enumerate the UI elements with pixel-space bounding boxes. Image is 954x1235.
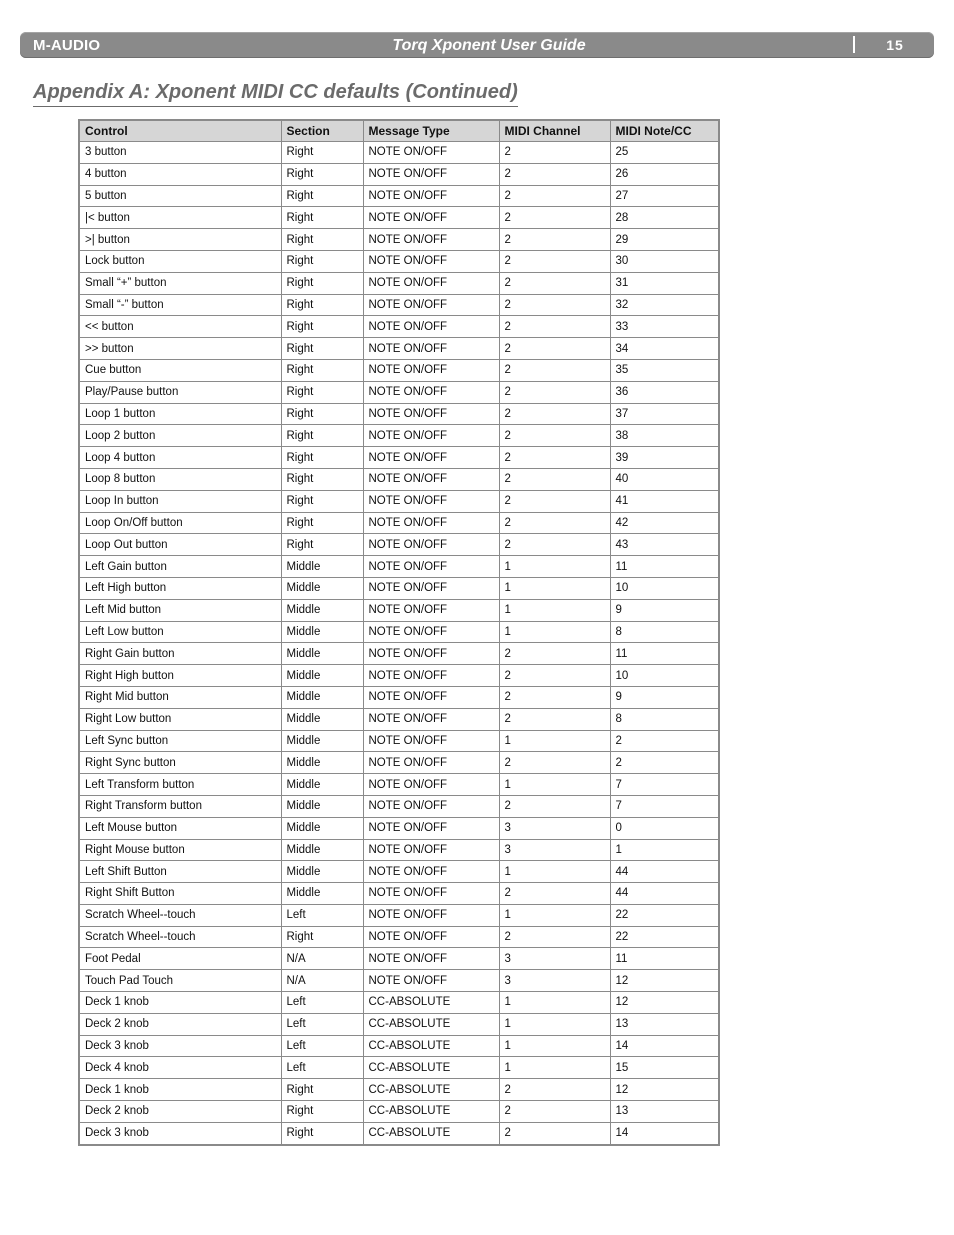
cell-message-type: NOTE ON/OFF xyxy=(363,229,499,251)
cell-control: Foot Pedal xyxy=(79,948,281,970)
header-divider xyxy=(853,36,855,53)
cell-midi-note-cc: 2 xyxy=(610,730,719,752)
table-row xyxy=(79,904,719,926)
cell-midi-note-cc: 7 xyxy=(610,774,719,796)
cell-message-type: CC-ABSOLUTE xyxy=(363,1057,499,1079)
cell-section: Middle xyxy=(281,839,363,861)
cell-section: Right xyxy=(281,512,363,534)
cell-message-type: NOTE ON/OFF xyxy=(363,861,499,883)
cell-control: Deck 3 knob xyxy=(79,1122,281,1144)
cell-section: Left xyxy=(281,992,363,1014)
table-row xyxy=(79,752,719,774)
table-row xyxy=(79,665,719,687)
table-row xyxy=(79,643,719,665)
table-row xyxy=(79,1057,719,1079)
cell-message-type: NOTE ON/OFF xyxy=(363,359,499,381)
cell-message-type: NOTE ON/OFF xyxy=(363,468,499,490)
cell-control: >| button xyxy=(79,229,281,251)
cell-midi-note-cc: 28 xyxy=(610,207,719,229)
cell-control: Left Gain button xyxy=(79,556,281,578)
cell-midi-channel: 2 xyxy=(499,381,610,403)
cell-midi-note-cc: 12 xyxy=(610,992,719,1014)
column-header-section: Section xyxy=(281,120,363,142)
table-row xyxy=(79,468,719,490)
cell-control: Deck 1 knob xyxy=(79,1079,281,1101)
cell-control: Right Gain button xyxy=(79,643,281,665)
cell-message-type: NOTE ON/OFF xyxy=(363,338,499,360)
cell-section: Right xyxy=(281,229,363,251)
cell-midi-note-cc: 15 xyxy=(610,1057,719,1079)
cell-midi-channel: 2 xyxy=(499,229,610,251)
cell-section: Middle xyxy=(281,686,363,708)
cell-midi-channel: 1 xyxy=(499,992,610,1014)
cell-midi-note-cc: 13 xyxy=(610,1101,719,1123)
cell-midi-channel: 3 xyxy=(499,970,610,992)
table-row xyxy=(79,948,719,970)
cell-message-type: NOTE ON/OFF xyxy=(363,839,499,861)
cell-control: Scratch Wheel--touch xyxy=(79,926,281,948)
cell-midi-channel: 2 xyxy=(499,512,610,534)
cell-midi-channel: 1 xyxy=(499,904,610,926)
cell-midi-note-cc: 35 xyxy=(610,359,719,381)
cell-midi-channel: 2 xyxy=(499,490,610,512)
cell-midi-note-cc: 38 xyxy=(610,425,719,447)
cell-message-type: NOTE ON/OFF xyxy=(363,643,499,665)
table-row xyxy=(79,229,719,251)
cell-section: Right xyxy=(281,926,363,948)
table-row xyxy=(79,926,719,948)
cell-section: Middle xyxy=(281,577,363,599)
cell-midi-note-cc: 10 xyxy=(610,577,719,599)
cell-control: |< button xyxy=(79,207,281,229)
cell-control: Left Mouse button xyxy=(79,817,281,839)
table-row xyxy=(79,185,719,207)
cell-control: Scratch Wheel--touch xyxy=(79,904,281,926)
table-row xyxy=(79,883,719,905)
cell-midi-channel: 1 xyxy=(499,577,610,599)
cell-control: Loop Out button xyxy=(79,534,281,556)
cell-message-type: NOTE ON/OFF xyxy=(363,948,499,970)
cell-midi-channel: 2 xyxy=(499,468,610,490)
cell-section: Middle xyxy=(281,643,363,665)
cell-midi-note-cc: 8 xyxy=(610,621,719,643)
cell-message-type: NOTE ON/OFF xyxy=(363,621,499,643)
cell-midi-note-cc: 1 xyxy=(610,839,719,861)
cell-midi-channel: 1 xyxy=(499,599,610,621)
cell-section: Right xyxy=(281,468,363,490)
table-row xyxy=(79,425,719,447)
cell-message-type: NOTE ON/OFF xyxy=(363,163,499,185)
table-row xyxy=(79,534,719,556)
cell-control: 3 button xyxy=(79,142,281,164)
cell-control: Deck 4 knob xyxy=(79,1057,281,1079)
table-row xyxy=(79,1101,719,1123)
section-heading: Appendix A: Xponent MIDI CC defaults (Continued) xyxy=(33,79,518,107)
table-row xyxy=(79,381,719,403)
cell-midi-note-cc: 11 xyxy=(610,643,719,665)
cell-control: Left Sync button xyxy=(79,730,281,752)
cell-section: Right xyxy=(281,185,363,207)
table-row xyxy=(79,556,719,578)
cell-control: Left Mid button xyxy=(79,599,281,621)
cell-section: Right xyxy=(281,425,363,447)
cell-message-type: NOTE ON/OFF xyxy=(363,250,499,272)
cell-section: Left xyxy=(281,904,363,926)
cell-section: Right xyxy=(281,142,363,164)
cell-midi-channel: 2 xyxy=(499,686,610,708)
page-header xyxy=(20,32,934,58)
cell-control: Cue button xyxy=(79,359,281,381)
midi-cc-table xyxy=(78,119,720,1146)
cell-section: Middle xyxy=(281,861,363,883)
cell-midi-channel: 2 xyxy=(499,425,610,447)
table-row xyxy=(79,163,719,185)
cell-section: Right xyxy=(281,1122,363,1144)
cell-message-type: CC-ABSOLUTE xyxy=(363,1035,499,1057)
cell-section: Middle xyxy=(281,730,363,752)
cell-message-type: CC-ABSOLUTE xyxy=(363,1013,499,1035)
cell-control: Right Sync button xyxy=(79,752,281,774)
cell-midi-channel: 2 xyxy=(499,795,610,817)
column-header-message-type: Message Type xyxy=(363,120,499,142)
cell-message-type: NOTE ON/OFF xyxy=(363,577,499,599)
cell-message-type: CC-ABSOLUTE xyxy=(363,1101,499,1123)
cell-message-type: NOTE ON/OFF xyxy=(363,447,499,469)
cell-message-type: NOTE ON/OFF xyxy=(363,686,499,708)
cell-control: Small “+” button xyxy=(79,272,281,294)
cell-section: Right xyxy=(281,1101,363,1123)
table-row xyxy=(79,1122,719,1144)
cell-midi-channel: 2 xyxy=(499,403,610,425)
cell-control: Left High button xyxy=(79,577,281,599)
cell-midi-channel: 2 xyxy=(499,142,610,164)
cell-midi-note-cc: 43 xyxy=(610,534,719,556)
cell-message-type: NOTE ON/OFF xyxy=(363,665,499,687)
table-row xyxy=(79,1013,719,1035)
cell-control: Small “-” button xyxy=(79,294,281,316)
cell-message-type: NOTE ON/OFF xyxy=(363,381,499,403)
cell-message-type: NOTE ON/OFF xyxy=(363,817,499,839)
cell-message-type: NOTE ON/OFF xyxy=(363,599,499,621)
cell-control: Loop 1 button xyxy=(79,403,281,425)
cell-message-type: NOTE ON/OFF xyxy=(363,795,499,817)
cell-message-type: NOTE ON/OFF xyxy=(363,403,499,425)
cell-midi-channel: 1 xyxy=(499,861,610,883)
cell-message-type: NOTE ON/OFF xyxy=(363,512,499,534)
table-row xyxy=(79,599,719,621)
cell-midi-channel: 2 xyxy=(499,207,610,229)
table-row xyxy=(79,577,719,599)
cell-midi-channel: 1 xyxy=(499,1057,610,1079)
cell-control: 4 button xyxy=(79,163,281,185)
cell-midi-channel: 2 xyxy=(499,1122,610,1144)
cell-message-type: CC-ABSOLUTE xyxy=(363,1079,499,1101)
cell-control: Deck 1 knob xyxy=(79,992,281,1014)
table-row xyxy=(79,1079,719,1101)
table-row xyxy=(79,142,719,164)
cell-message-type: NOTE ON/OFF xyxy=(363,774,499,796)
cell-control: Left Transform button xyxy=(79,774,281,796)
cell-section: Right xyxy=(281,1079,363,1101)
table-row xyxy=(79,686,719,708)
page-number: 15 xyxy=(886,37,904,53)
cell-section: Right xyxy=(281,381,363,403)
cell-midi-note-cc: 12 xyxy=(610,970,719,992)
cell-midi-note-cc: 2 xyxy=(610,752,719,774)
table-row xyxy=(79,207,719,229)
cell-message-type: CC-ABSOLUTE xyxy=(363,1122,499,1144)
cell-midi-channel: 3 xyxy=(499,839,610,861)
cell-midi-note-cc: 9 xyxy=(610,686,719,708)
cell-section: Middle xyxy=(281,883,363,905)
cell-section: Middle xyxy=(281,708,363,730)
cell-message-type: NOTE ON/OFF xyxy=(363,970,499,992)
cell-midi-note-cc: 9 xyxy=(610,599,719,621)
table-row xyxy=(79,250,719,272)
cell-message-type: NOTE ON/OFF xyxy=(363,207,499,229)
cell-section: N/A xyxy=(281,948,363,970)
cell-control: >> button xyxy=(79,338,281,360)
cell-section: Middle xyxy=(281,556,363,578)
cell-section: Right xyxy=(281,316,363,338)
cell-section: Middle xyxy=(281,665,363,687)
cell-message-type: NOTE ON/OFF xyxy=(363,904,499,926)
table-header-row xyxy=(79,120,719,142)
cell-control: Right Transform button xyxy=(79,795,281,817)
cell-midi-note-cc: 11 xyxy=(610,948,719,970)
cell-midi-channel: 1 xyxy=(499,774,610,796)
cell-control: Deck 3 knob xyxy=(79,1035,281,1057)
cell-control: Right Mouse button xyxy=(79,839,281,861)
cell-section: Middle xyxy=(281,774,363,796)
table-row xyxy=(79,447,719,469)
cell-midi-note-cc: 8 xyxy=(610,708,719,730)
cell-midi-channel: 2 xyxy=(499,272,610,294)
column-header-control: Control xyxy=(79,120,281,142)
cell-section: Right xyxy=(281,534,363,556)
cell-message-type: NOTE ON/OFF xyxy=(363,752,499,774)
cell-control: Loop 2 button xyxy=(79,425,281,447)
cell-midi-channel: 2 xyxy=(499,250,610,272)
cell-midi-channel: 2 xyxy=(499,926,610,948)
cell-control: Loop In button xyxy=(79,490,281,512)
cell-section: Left xyxy=(281,1013,363,1035)
cell-message-type: NOTE ON/OFF xyxy=(363,708,499,730)
cell-control: Right Shift Button xyxy=(79,883,281,905)
cell-midi-note-cc: 44 xyxy=(610,883,719,905)
cell-midi-channel: 1 xyxy=(499,730,610,752)
cell-midi-note-cc: 13 xyxy=(610,1013,719,1035)
cell-midi-note-cc: 32 xyxy=(610,294,719,316)
cell-midi-note-cc: 10 xyxy=(610,665,719,687)
cell-midi-note-cc: 40 xyxy=(610,468,719,490)
cell-message-type: NOTE ON/OFF xyxy=(363,556,499,578)
cell-midi-note-cc: 30 xyxy=(610,250,719,272)
cell-message-type: CC-ABSOLUTE xyxy=(363,992,499,1014)
cell-midi-note-cc: 7 xyxy=(610,795,719,817)
cell-midi-channel: 2 xyxy=(499,359,610,381)
cell-section: Right xyxy=(281,272,363,294)
cell-midi-note-cc: 33 xyxy=(610,316,719,338)
cell-section: Left xyxy=(281,1057,363,1079)
cell-midi-channel: 1 xyxy=(499,556,610,578)
cell-midi-note-cc: 22 xyxy=(610,904,719,926)
cell-midi-note-cc: 0 xyxy=(610,817,719,839)
cell-section: Middle xyxy=(281,599,363,621)
table-row xyxy=(79,621,719,643)
cell-section: Right xyxy=(281,447,363,469)
cell-message-type: NOTE ON/OFF xyxy=(363,534,499,556)
cell-midi-note-cc: 22 xyxy=(610,926,719,948)
table-row xyxy=(79,730,719,752)
table-row xyxy=(79,839,719,861)
cell-control: Loop On/Off button xyxy=(79,512,281,534)
table-row xyxy=(79,861,719,883)
cell-midi-channel: 3 xyxy=(499,948,610,970)
cell-message-type: NOTE ON/OFF xyxy=(363,730,499,752)
cell-midi-note-cc: 27 xyxy=(610,185,719,207)
cell-midi-channel: 2 xyxy=(499,752,610,774)
cell-midi-note-cc: 29 xyxy=(610,229,719,251)
table-row xyxy=(79,272,719,294)
cell-section: Right xyxy=(281,207,363,229)
cell-midi-note-cc: 11 xyxy=(610,556,719,578)
cell-control: Touch Pad Touch xyxy=(79,970,281,992)
table-row xyxy=(79,1035,719,1057)
cell-section: Middle xyxy=(281,795,363,817)
cell-control: Loop 8 button xyxy=(79,468,281,490)
cell-midi-note-cc: 39 xyxy=(610,447,719,469)
guide-title: Torq Xponent User Guide xyxy=(392,37,586,54)
cell-midi-note-cc: 14 xyxy=(610,1122,719,1144)
cell-section: Right xyxy=(281,403,363,425)
cell-midi-channel: 2 xyxy=(499,1079,610,1101)
cell-midi-channel: 2 xyxy=(499,447,610,469)
cell-midi-note-cc: 36 xyxy=(610,381,719,403)
cell-message-type: NOTE ON/OFF xyxy=(363,490,499,512)
cell-section: Right xyxy=(281,163,363,185)
cell-section: Middle xyxy=(281,752,363,774)
cell-midi-channel: 2 xyxy=(499,1101,610,1123)
cell-section: Right xyxy=(281,338,363,360)
cell-midi-channel: 1 xyxy=(499,621,610,643)
cell-midi-channel: 2 xyxy=(499,643,610,665)
table-row xyxy=(79,338,719,360)
column-header-midi-note-cc: MIDI Note/CC xyxy=(610,120,719,142)
cell-control: Deck 2 knob xyxy=(79,1101,281,1123)
table-row xyxy=(79,316,719,338)
cell-section: Right xyxy=(281,359,363,381)
cell-message-type: NOTE ON/OFF xyxy=(363,926,499,948)
cell-section: Right xyxy=(281,250,363,272)
cell-midi-note-cc: 42 xyxy=(610,512,719,534)
cell-midi-note-cc: 44 xyxy=(610,861,719,883)
table-row xyxy=(79,708,719,730)
table-row xyxy=(79,817,719,839)
cell-midi-channel: 3 xyxy=(499,817,610,839)
table-row xyxy=(79,403,719,425)
table-body xyxy=(79,142,719,1145)
table-row xyxy=(79,992,719,1014)
cell-control: Right High button xyxy=(79,665,281,687)
brand-logo: M-AUDIO xyxy=(33,37,101,54)
cell-section: Middle xyxy=(281,817,363,839)
cell-midi-note-cc: 14 xyxy=(610,1035,719,1057)
cell-message-type: NOTE ON/OFF xyxy=(363,272,499,294)
table-row xyxy=(79,512,719,534)
table-row xyxy=(79,795,719,817)
cell-midi-note-cc: 25 xyxy=(610,142,719,164)
cell-control: Right Mid button xyxy=(79,686,281,708)
table-row xyxy=(79,490,719,512)
cell-message-type: NOTE ON/OFF xyxy=(363,142,499,164)
cell-section: Middle xyxy=(281,621,363,643)
cell-midi-channel: 2 xyxy=(499,185,610,207)
cell-control: 5 button xyxy=(79,185,281,207)
cell-control: Left Shift Button xyxy=(79,861,281,883)
cell-midi-note-cc: 34 xyxy=(610,338,719,360)
table-row xyxy=(79,774,719,796)
cell-midi-note-cc: 31 xyxy=(610,272,719,294)
cell-section: Right xyxy=(281,490,363,512)
cell-message-type: NOTE ON/OFF xyxy=(363,316,499,338)
cell-midi-channel: 2 xyxy=(499,665,610,687)
cell-midi-channel: 2 xyxy=(499,708,610,730)
cell-control: Right Low button xyxy=(79,708,281,730)
table-row xyxy=(79,970,719,992)
cell-section: N/A xyxy=(281,970,363,992)
column-header-midi-channel: MIDI Channel xyxy=(499,120,610,142)
cell-control: Loop 4 button xyxy=(79,447,281,469)
cell-midi-note-cc: 41 xyxy=(610,490,719,512)
cell-control: Left Low button xyxy=(79,621,281,643)
cell-control: Lock button xyxy=(79,250,281,272)
cell-midi-channel: 2 xyxy=(499,163,610,185)
cell-message-type: NOTE ON/OFF xyxy=(363,294,499,316)
cell-midi-channel: 1 xyxy=(499,1035,610,1057)
cell-section: Left xyxy=(281,1035,363,1057)
cell-midi-channel: 2 xyxy=(499,294,610,316)
cell-midi-note-cc: 26 xyxy=(610,163,719,185)
cell-message-type: NOTE ON/OFF xyxy=(363,883,499,905)
cell-midi-channel: 1 xyxy=(499,1013,610,1035)
cell-midi-channel: 2 xyxy=(499,338,610,360)
cell-section: Right xyxy=(281,294,363,316)
cell-midi-note-cc: 12 xyxy=(610,1079,719,1101)
cell-midi-note-cc: 37 xyxy=(610,403,719,425)
cell-control: << button xyxy=(79,316,281,338)
cell-message-type: NOTE ON/OFF xyxy=(363,185,499,207)
cell-control: Deck 2 knob xyxy=(79,1013,281,1035)
table-row xyxy=(79,294,719,316)
cell-midi-channel: 2 xyxy=(499,534,610,556)
cell-midi-channel: 2 xyxy=(499,316,610,338)
cell-message-type: NOTE ON/OFF xyxy=(363,425,499,447)
cell-control: Play/Pause button xyxy=(79,381,281,403)
table-row xyxy=(79,359,719,381)
cell-midi-channel: 2 xyxy=(499,883,610,905)
